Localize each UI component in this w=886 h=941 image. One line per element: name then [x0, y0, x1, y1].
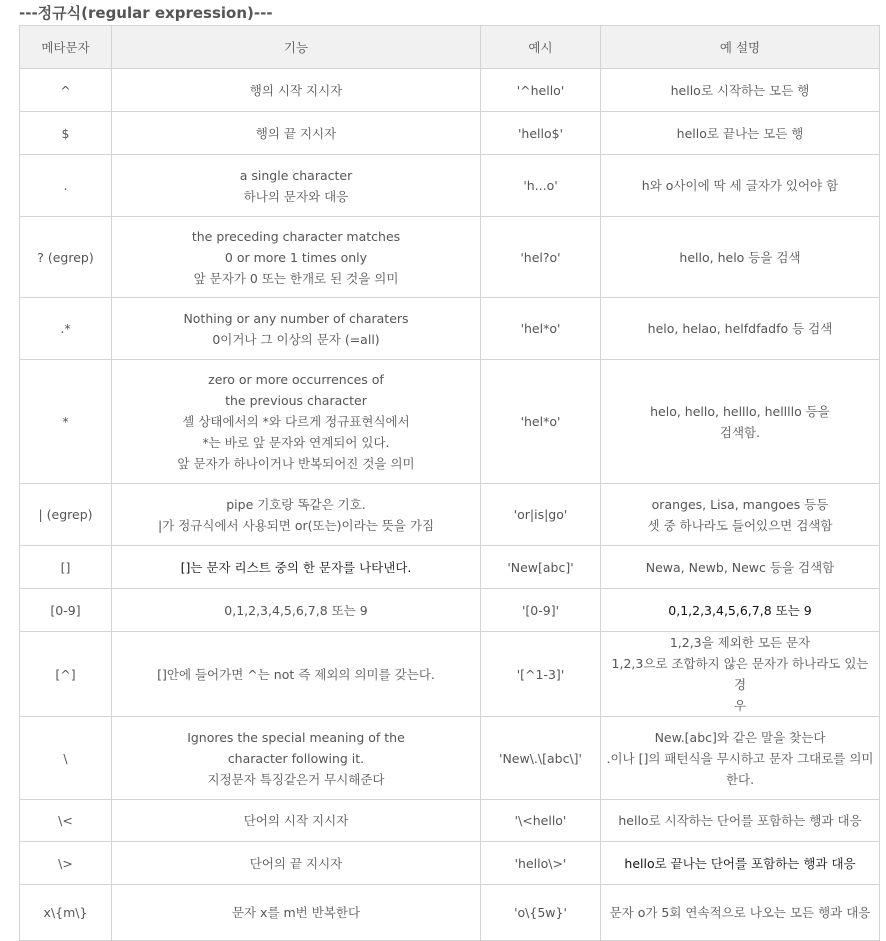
cell-description: [601, 546, 880, 589]
function-line: 지정문자 특징같은거 무시해준다: [207, 771, 385, 787]
cell-example: 'hello$': [481, 112, 601, 155]
description-line: 0,1,2,3,4,5,6,7,8 또는 9: [668, 602, 812, 618]
cell-function: [112, 484, 481, 546]
function-line: 단어의 끝 지시자: [249, 855, 343, 871]
cell-description: [601, 360, 880, 484]
cell-example: '^hello': [481, 69, 601, 112]
header-row: [20, 26, 880, 69]
description-line: helo, hello, helllo, hellllo 등을: [650, 403, 830, 419]
function-line: 문자 x를 m번 반복한다: [231, 905, 361, 920]
function-line: character following it.: [227, 750, 365, 766]
function-line: 0 or more 1 times only: [224, 249, 368, 265]
cell-example: 'h...o': [481, 155, 601, 217]
table-row: [20, 112, 880, 155]
function-line: 셸 상태에서의 *와 다르게 정규표현식에서: [182, 414, 410, 429]
cell-description: [601, 885, 880, 941]
function-line: pipe 기호랑 똑같은 기호.: [226, 496, 366, 512]
description-line: hello로 끝나는 단어를 포함하는 행과 대응: [624, 855, 856, 871]
table-row: [20, 546, 880, 589]
table-row: [20, 360, 880, 484]
description-line: New.[abc]와 같은 말을 찾는다: [654, 729, 826, 745]
description-line: 검색함.: [719, 424, 761, 440]
function-line: 0이거나 그 이상의 문자 (=all): [212, 331, 380, 347]
cell-function: [112, 842, 481, 885]
table-row: [20, 589, 880, 632]
cell-metachar: ^: [20, 69, 112, 112]
cell-description: [601, 717, 880, 800]
table-row: [20, 217, 880, 298]
description-line: oranges, Lisa, mangoes 등등: [651, 496, 829, 512]
cell-function: [112, 69, 481, 112]
cell-example: '\<hello': [481, 800, 601, 842]
function-line: 하나의 문자와 대응: [243, 188, 349, 204]
description-line: 1,2,3을 제외한 모든 문자: [669, 635, 811, 650]
cell-description: [601, 112, 880, 155]
cell-metachar: \>: [20, 842, 112, 885]
cell-description: [601, 842, 880, 885]
description-line: 한다.: [725, 771, 755, 787]
function-line: |가 정규식에서 사용되면 or(또는)이라는 뜻을 가짐: [157, 517, 435, 533]
function-line: the preceding character matches: [191, 228, 401, 244]
cell-example: 'New\.\[abc\]': [481, 717, 601, 800]
table-row: [20, 800, 880, 842]
cell-metachar: .*: [20, 298, 112, 360]
function-line: *는 바로 앞 문자와 연계되어 있다.: [202, 435, 390, 450]
cell-function: [112, 632, 481, 717]
function-line: 앞 문자가 하나이거나 반복되어진 것을 의미: [177, 456, 415, 471]
cell-description: [601, 217, 880, 298]
cell-description: [601, 484, 880, 546]
description-line: 우: [733, 698, 747, 713]
description-line: hello, helo 등을 검색: [679, 249, 801, 265]
cell-function: [112, 155, 481, 217]
header-function: 기능: [112, 26, 481, 69]
function-line: 단어의 시작 지시자: [243, 813, 349, 828]
table-header: [20, 26, 880, 69]
page-title: ---정규식(regular expression)---: [19, 4, 273, 22]
cell-metachar: \<: [20, 800, 112, 842]
table-row: [20, 632, 880, 717]
table-row: [20, 69, 880, 112]
cell-example: 'hel*o': [481, 360, 601, 484]
cell-function: [112, 298, 481, 360]
cell-example: '[^1-3]': [481, 632, 601, 717]
description-line: hello로 끝나는 모든 행: [676, 125, 804, 141]
function-line: []는 문자 리스트 중의 한 문자를 나타낸다.: [180, 559, 412, 575]
function-line: zero or more occurrences of: [208, 372, 384, 387]
cell-function: [112, 112, 481, 155]
cell-function: [112, 885, 481, 941]
cell-example: 'hel*o': [481, 298, 601, 360]
function-line: a single character: [239, 167, 353, 183]
cell-metachar: $: [20, 112, 112, 155]
header-example: 예시: [481, 26, 601, 69]
description-line: 셋 중 하나라도 들어있으면 검색함: [647, 517, 833, 533]
function-line: the previous character: [225, 393, 367, 408]
cell-function: [112, 800, 481, 842]
table-row: [20, 155, 880, 217]
function-line: 앞 문자가 0 또는 한개로 된 것을 의미: [193, 270, 399, 286]
table-row: [20, 484, 880, 546]
header-metachar: 메타문자: [20, 26, 112, 69]
description-line: Newa, Newb, Newc 등을 검색함: [645, 559, 835, 575]
cell-example: 'or|is|go': [481, 484, 601, 546]
header-description: 예 설명: [601, 26, 880, 69]
function-line: []안에 들어가면 ^는 not 즉 제외의 의미를 갖는다.: [157, 666, 435, 682]
function-line: 행의 끝 지시자: [255, 125, 337, 141]
description-line: hello로 시작하는 단어를 포함하는 행과 대응: [618, 813, 862, 828]
cell-example: 'New[abc]': [481, 546, 601, 589]
function-line: Nothing or any number of charaters: [183, 310, 409, 326]
cell-function: [112, 717, 481, 800]
cell-metachar: [^]: [20, 632, 112, 717]
table-body: [20, 69, 880, 941]
cell-description: [601, 632, 880, 717]
cell-metachar: []: [20, 546, 112, 589]
cell-function: [112, 360, 481, 484]
description-line: helo, helao, helfdfadfo 등 검색: [647, 321, 833, 336]
cell-description: [601, 155, 880, 217]
cell-metachar: [0-9]: [20, 589, 112, 632]
cell-example: '[0-9]': [481, 589, 601, 632]
cell-metachar: x\{m\}: [20, 885, 112, 941]
cell-function: [112, 589, 481, 632]
cell-description: [601, 298, 880, 360]
cell-description: [601, 800, 880, 842]
cell-metachar: .: [20, 155, 112, 217]
cell-example: 'o\{5w}': [481, 885, 601, 941]
cell-function: [112, 217, 481, 298]
cell-example: 'hel?o': [481, 217, 601, 298]
cell-example: 'hello\>': [481, 842, 601, 885]
description-line: 1,2,3으로 조합하지 않은 문자가 하나라도 있는 경: [611, 656, 869, 692]
cell-function: [112, 546, 481, 589]
cell-metachar: ? (egrep): [20, 217, 112, 298]
table-row: [20, 298, 880, 360]
description-line: 문자 o가 5회 연속적으로 나오는 모든 행과 대응: [609, 905, 871, 920]
description-line: .이나 []의 패턴식을 무시하고 문자 그대로를 의미: [606, 750, 874, 766]
description-line: h와 o사이에 딱 세 글자가 있어야 함: [641, 178, 839, 193]
cell-description: [601, 69, 880, 112]
description-line: hello로 시작하는 모든 행: [670, 82, 810, 98]
function-line: 0,1,2,3,4,5,6,7,8 또는 9: [224, 602, 368, 618]
cell-metachar: | (egrep): [20, 484, 112, 546]
cell-metachar: *: [20, 360, 112, 484]
function-line: 행의 시작 지시자: [249, 82, 343, 98]
table-row: [20, 842, 880, 885]
table-row: [20, 885, 880, 941]
cell-metachar: \: [20, 717, 112, 800]
cell-description: [601, 589, 880, 632]
function-line: Ignores the special meaning of the: [187, 729, 405, 745]
regex-table: [19, 25, 880, 941]
table-row: [20, 717, 880, 800]
